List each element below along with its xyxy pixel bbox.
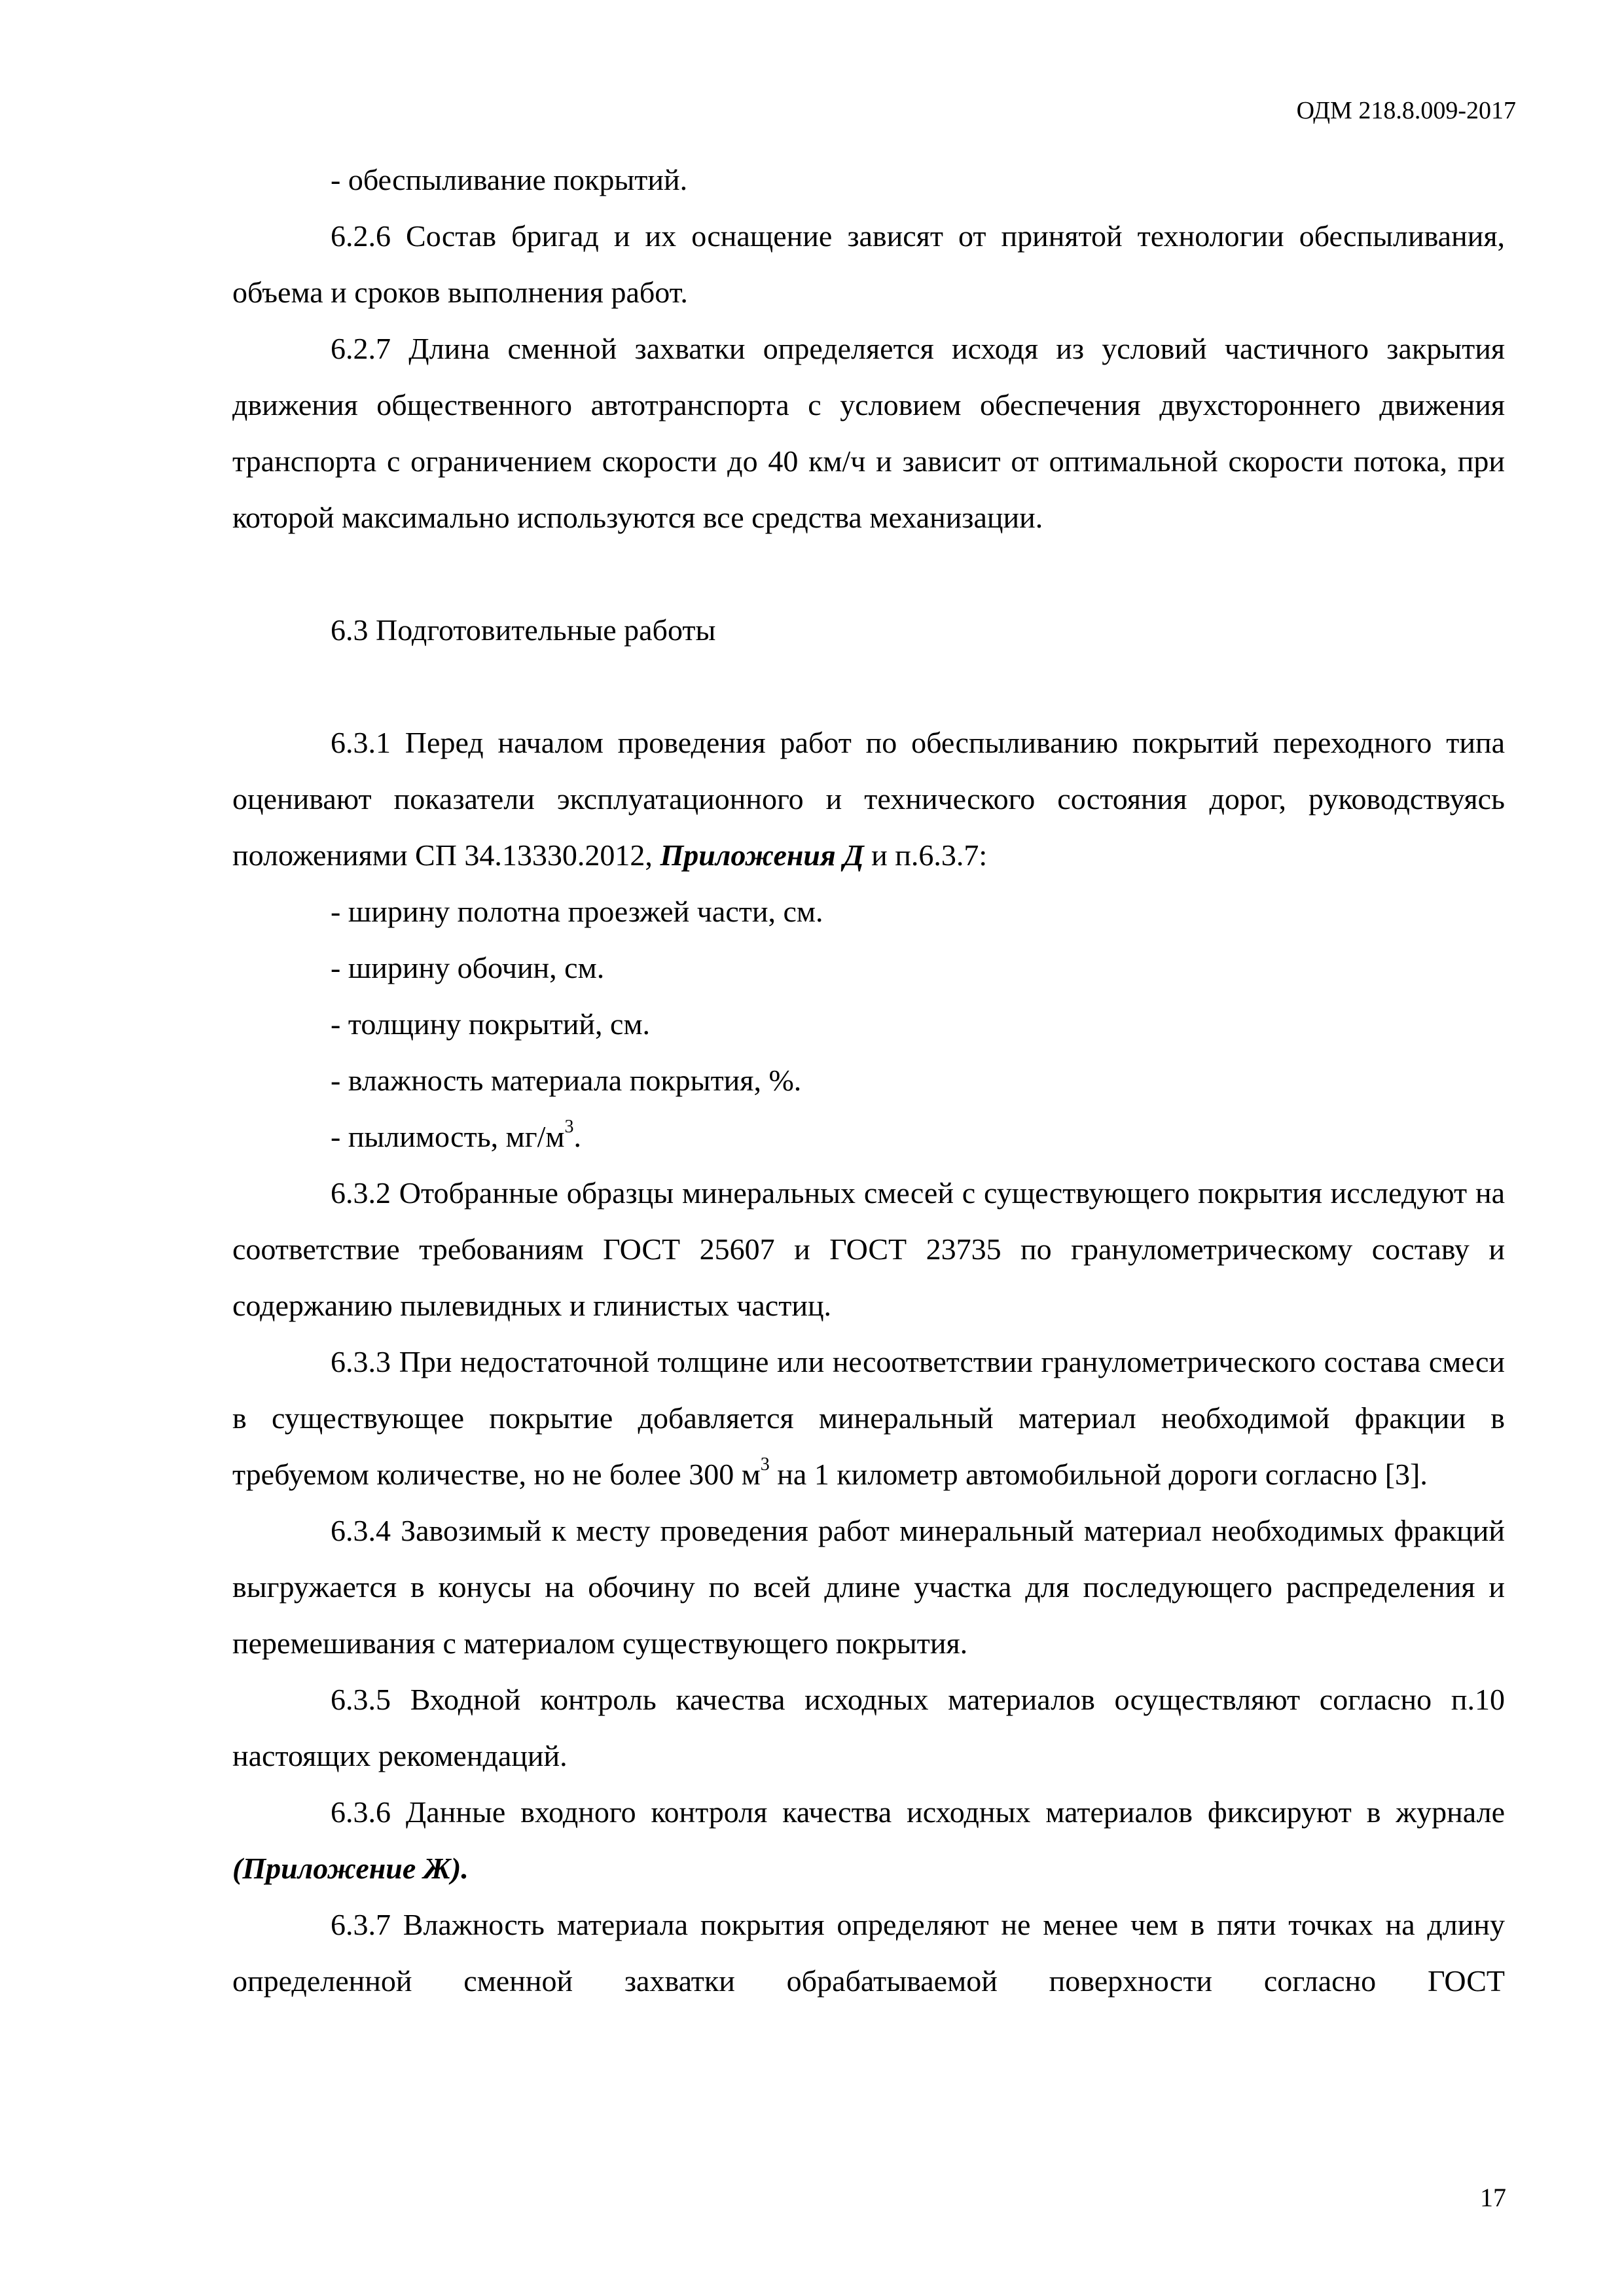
- paragraph-6-3-3-text-end: на 1 километр автомобильной дороги согласно [3].: [769, 1458, 1428, 1491]
- paragraph-6-3-3: [232, 1334, 1505, 1503]
- document-code-header: ОДМ 218.8.009-2017: [1296, 97, 1516, 124]
- list-item-dedusting: - обеспыливание покрытий.: [331, 163, 688, 196]
- appendix-d-reference: Приложения Д: [660, 838, 864, 872]
- paragraph-6-3-2: 6.3.2 Отобранные образцы минеральных смесей с существующего покрытия исследуют на соответствие требованиям ГОСТ 25607 и ГОСТ 23735 по гранулометрическому составу и содержанию пылевидных и глинистых частиц.: [232, 1176, 1505, 1322]
- section-title-6-3: 6.3 Подготовительные работы: [331, 613, 716, 647]
- dustiness-text-end: .: [573, 1120, 582, 1153]
- paragraph-6-2-6: 6.2.6 Состав бригад и их оснащение зависят от принятой технологии обеспыливания, объема и сроков выполнения работ.: [232, 219, 1505, 309]
- paragraph-6-3-7: 6.3.7 Влажность материала покрытия определяют не менее чем в пяти точках на длину определенной сменной захватки обрабатываемой поверхности согласно ГОСТ: [232, 1908, 1505, 1998]
- list-item-dustiness: [232, 1109, 1505, 1165]
- dustiness-unit-superscript: 3: [564, 1116, 574, 1137]
- paragraph-6-3-4: 6.3.4 Завозимый к месту проведения работ минеральный материал необходимых фракций выгружается в конусы на обочину по всей длине участка для последующего распределения и перемешивания с материалом существующего покрытия.: [232, 1514, 1505, 1660]
- paragraph-6-3-1-text-start: 6.3.1 Перед началом проведения работ по обеспыливанию покрытий переходного типа оценивают показатели эксплуатационного и технического состояния дорог, руководствуясь положениями СП 34.13330.2012,: [232, 726, 1505, 872]
- document-body: [232, 152, 1505, 2009]
- paragraph-6-2-7: 6.2.7 Длина сменной захватки определяется исходя из условий частичного закрытия движения общественного автотранспорта с условием обеспечения двухстороннего движения транспорта с ограничением скорости до 40 км/ч и зависит от оптимальной скорости потока, при которой максимально используются все средства механизации.: [232, 332, 1505, 534]
- paragraph-6-3-6: [232, 1784, 1505, 1897]
- cubic-meter-superscript: 3: [760, 1454, 770, 1475]
- paragraph-6-3-1: [232, 715, 1505, 884]
- list-item-carriageway-width: - ширину полотна проезжей части, см.: [331, 895, 823, 928]
- paragraph-6-3-3-text-start: 6.3.3 При недостаточной толщине или несоответствии гранулометрического состава смеси в существующее покрытие добавляется минеральный материал необходимой фракции в требуемом количестве, но не более 300 м: [232, 1345, 1505, 1491]
- list-item-material-moisture: - влажность материала покрытия, %.: [331, 1064, 802, 1097]
- paragraph-6-3-1-text-end: и п.6.3.7:: [863, 838, 988, 872]
- list-item-shoulder-width: - ширину обочин, см.: [331, 951, 605, 984]
- list-item-pavement-thickness: - толщину покрытий, см.: [331, 1007, 651, 1041]
- paragraph-6-3-6-text: 6.3.6 Данные входного контроля качества исходных материалов фиксируют в журнале: [331, 1795, 1505, 1829]
- dustiness-text: - пылимость, мг/м: [331, 1120, 565, 1153]
- page-number: 17: [1480, 2183, 1506, 2212]
- paragraph-6-3-5: 6.3.5 Входной контроль качества исходных материалов осуществляют согласно п.10 настоящих рекомендаций.: [232, 1683, 1505, 1772]
- appendix-zh-reference: (Приложение Ж).: [232, 1852, 469, 1885]
